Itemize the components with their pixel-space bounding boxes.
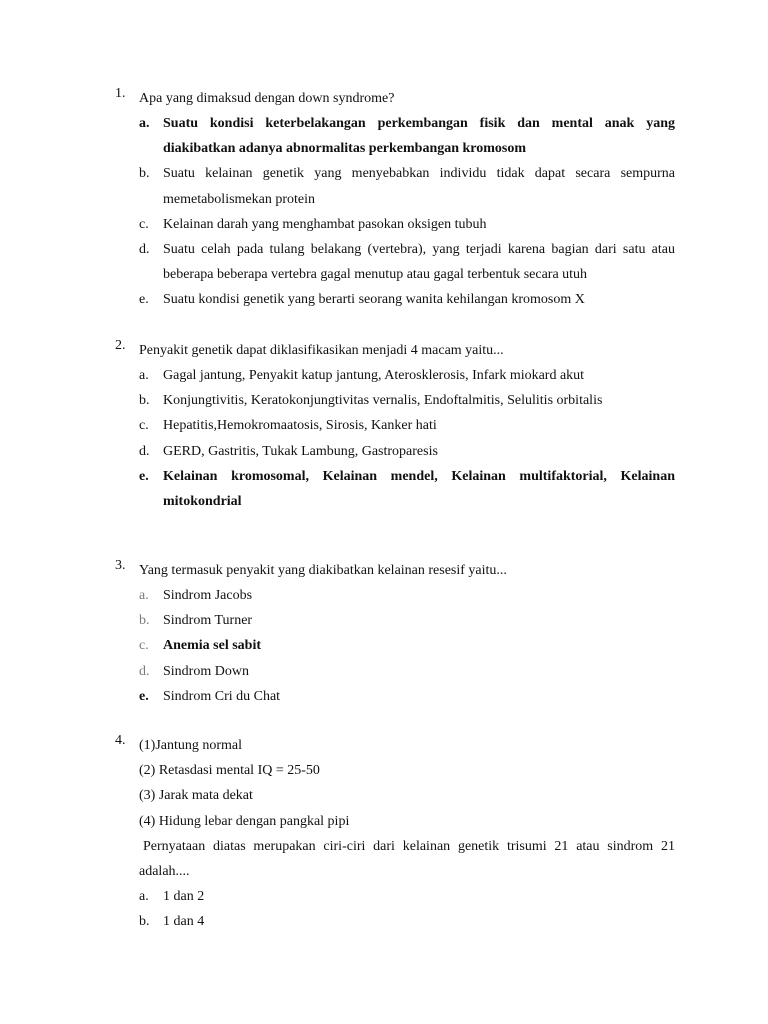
option-text: 1 dan 2 [163, 889, 205, 905]
question-1 [115, 86, 675, 313]
option-letter: c. [139, 638, 149, 654]
question-text: Yang termasuk penyakit yang diakibatkan kelainan resesif yaitu... [139, 563, 507, 578]
option-letter: a. [139, 368, 149, 383]
option-text: Suatu kondisi genetik yang berarti seorang wanita kehilangan kromosom X [163, 292, 585, 308]
option-list [139, 363, 675, 514]
question-4 [115, 733, 675, 935]
option-c [139, 212, 675, 237]
option-list [139, 583, 675, 709]
option-list [139, 111, 675, 313]
statement-1: (1)Jantung normal [139, 738, 243, 753]
statement-4: (4) Hidung lebar dengan pangkal pipi [139, 813, 350, 829]
question-number: 4. [115, 733, 126, 748]
statement-3: (3) Jarak mata dekat [139, 788, 253, 804]
option-b [139, 161, 675, 211]
option-text: Hepatitis,Hemokromaatosis, Sirosis, Kanker hati [163, 418, 437, 434]
option-list [139, 884, 675, 934]
question-number: 1. [115, 86, 126, 101]
option-letter: a. [139, 588, 149, 603]
option-a [139, 583, 675, 608]
option-text: Konjungtivitis, Keratokonjungtivitas vernalis, Endoftalmitis, Selulitis orbitalis [163, 393, 603, 409]
option-d [139, 237, 675, 287]
option-e [139, 684, 675, 709]
option-letter: b. [139, 914, 150, 930]
option-b [139, 909, 675, 934]
question-text: Apa yang dimaksud dengan down syndrome? [139, 91, 395, 106]
option-text: Suatu kelainan genetik yang menyebabkan individu tidak dapat secara sempurna memetabolismekan protein [163, 166, 675, 207]
option-text: Anemia sel sabit [163, 638, 261, 654]
statement-2: (2) Retasdasi mental IQ = 25-50 [139, 763, 320, 779]
option-c [139, 413, 675, 438]
option-text: Sindrom Turner [163, 613, 253, 629]
question-2 [115, 338, 675, 514]
option-letter: c. [139, 216, 149, 232]
option-a [139, 363, 675, 388]
question-text: Penyakit genetik dapat diklasifikasikan menjadi 4 macam yaitu... [139, 343, 504, 358]
option-text: 1 dan 4 [163, 914, 205, 930]
option-letter: a. [139, 889, 149, 905]
question-text: Pernyataan diatas merupakan ciri-ciri dari kelainan genetik trisumi 21 atau sindrom 21 adalah.... [139, 838, 675, 880]
option-letter: d. [139, 443, 150, 459]
option-letter: b. [139, 393, 150, 409]
option-d [139, 439, 675, 464]
option-b [139, 388, 675, 413]
option-letter: a. [139, 116, 150, 131]
option-letter: d. [139, 242, 150, 258]
option-a [139, 884, 675, 909]
option-letter: b. [139, 166, 150, 182]
option-d [139, 659, 675, 684]
option-text: GERD, Gastritis, Tukak Lambung, Gastroparesis [163, 443, 438, 459]
statement-list [139, 733, 675, 884]
option-text: Kelainan darah yang menghambat pasokan oksigen tubuh [163, 216, 487, 232]
question-number: 2. [115, 338, 126, 353]
option-text: Kelainan kromosomal, Kelainan mendel, Kelainan multifaktorial, Kelainan mitokondrial [163, 468, 675, 510]
option-e [139, 287, 675, 312]
option-text: Sindrom Down [163, 663, 249, 679]
option-c [139, 633, 675, 658]
option-letter: e. [139, 292, 149, 308]
option-letter: d. [139, 663, 150, 679]
option-letter: e. [139, 468, 149, 484]
option-a [139, 111, 675, 161]
option-text: Sindrom Cri du Chat [163, 688, 281, 704]
question-number: 3. [115, 558, 126, 573]
option-e [139, 464, 675, 514]
option-b [139, 608, 675, 633]
option-letter: b. [139, 613, 150, 629]
option-text: Suatu celah pada tulang belakang (vertebra), yang terjadi karena bagian dari satu atau beberapa beberapa vertebra gagal menutup atau gagal terbentuk secara utuh [163, 242, 675, 283]
option-letter: e. [139, 688, 149, 704]
option-text: Suatu kondisi keterbelakangan perkembangan fisik dan mental anak yang diakibatkan adanya abnormalitas perkembangan kromosom [163, 116, 675, 157]
option-text: Sindrom Jacobs [163, 588, 253, 603]
option-letter: c. [139, 418, 149, 434]
question-3 [115, 558, 675, 709]
option-text: Gagal jantung, Penyakit katup jantung, Aterosklerosis, Infark miokard akut [163, 368, 585, 383]
